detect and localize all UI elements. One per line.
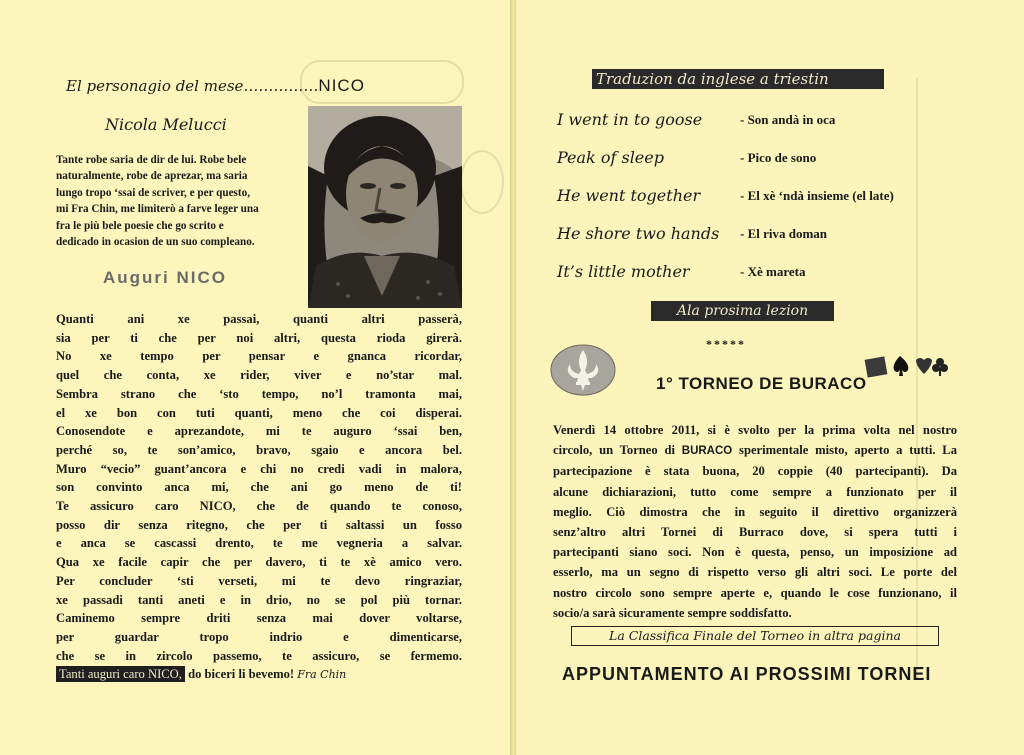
intro-paragraph [56, 152, 301, 250]
phrase-triestin: - Son andà in oca [740, 112, 836, 127]
phrase-triestin: - El xè ‘ndà insieme (el late) [740, 188, 894, 203]
phrase-english: He shore two hands [557, 224, 720, 243]
poem-line: Qua xe facile capir che per davero, ti te xè amico vero. [56, 555, 462, 570]
classifica-box: La Classifica Finale del Torneo in altra pagina [571, 626, 939, 646]
portrait-illustration [308, 106, 462, 308]
poem-line: per guardar tropo indrio e dimenticarse, [56, 629, 462, 644]
final-rest: do biceri li bevemo! [188, 667, 295, 682]
next-lesson-banner: Ala prosima lezion [651, 301, 834, 321]
article-line: socio/a sarà sicuramente sempre soddisfatto. [553, 605, 792, 620]
final-highlight: Tanti auguri caro NICO, [56, 666, 185, 682]
poem-line: sia per ti che per noi altri, questa rioda girerà. [56, 330, 462, 345]
personagio-header [66, 76, 365, 96]
appuntamento-title: APPUNTAMENTO AI PROSSIMI TORNEI [562, 664, 932, 684]
article-line: nostro circolo sono sempre aperte e, quando le cose funzionano, il [553, 585, 957, 600]
poem-line: quel che conta, xe rider, viver e no’star mal. [56, 368, 462, 383]
poem-line: Quanti ani xe passai, quanti altri passerà, [56, 312, 462, 326]
burraco-word: BURACO [681, 445, 733, 458]
poem-line: Muro “vecio” guant’ancora e chi no credi vadi in malora, [56, 461, 462, 476]
phrase-english: He went together [557, 186, 701, 205]
poem-line: son convinto anca mi, che ani go meno de ti! [56, 480, 462, 495]
poem-line: Caminemo sempre driti senza mai dover voltarse, [56, 611, 462, 626]
phrase-row [557, 262, 957, 286]
phrase-triestin: - Xè mareta [740, 264, 806, 279]
poem-line: Per concluder ‘sti verseti, mi te devo ringraziar, [56, 573, 462, 588]
phrase-english: It’s little mother [557, 262, 690, 281]
article-line: esserlo, ma un segno di rispetto verso gli altri soci. Le porte del [553, 565, 957, 580]
poem-line: perché so, te son’amico, bravo, sgaio e ancora bel. [56, 442, 462, 457]
phrase-row [557, 186, 957, 210]
phrase-triestin: - El riva doman [740, 226, 828, 241]
torneo-title: 1° TORNEO DE BURACO [656, 374, 867, 393]
phrase-triestin: - Pico de sono [740, 150, 817, 165]
article-fragment: circolo, un Torneo di [553, 443, 682, 458]
poem [56, 310, 462, 685]
phrase-row [557, 110, 957, 134]
article-line [553, 440, 957, 461]
poem-final-line [56, 665, 462, 685]
card-suits-icon [864, 352, 950, 380]
fleur-de-lis-icon [550, 344, 616, 396]
article-line: partecipanti siano soci. Non è questa, penso, un imposizione ad [553, 545, 957, 560]
article-line: senz’altro altri Tornei di Burraco dove, si spera tutti i [553, 525, 957, 540]
header-name: NICO [318, 76, 365, 95]
intro-line: lungo tropo ‘ssai de scriver, e per questo, [56, 186, 251, 199]
phrase-row [557, 148, 957, 172]
full-name: Nicola Melucci [105, 115, 227, 134]
poem-line: posso dir senza ritegno, che per ti saltassi un fosso [56, 517, 462, 532]
poem-title: Auguri NICO [103, 268, 227, 287]
intro-line: dedicado in ocasion de un suo compleano. [56, 236, 255, 249]
signature: Fra Chin [297, 668, 347, 682]
show-through-mark [460, 150, 504, 214]
intro-line: naturalmente, robe de aprezar, ma saria [56, 170, 248, 183]
phrase-english: I went in to goose [557, 110, 703, 129]
phrase-english: Peak of sleep [557, 148, 664, 167]
stars-divider: ***** [706, 337, 746, 351]
article-line: partecipazione è stata buona, 20 coppie (40 partecipanti). Da [553, 464, 957, 479]
poem-line: Sembra strano che ‘sto tempo, no’l tramonta mai, [56, 386, 462, 401]
intro-line: fra le più bele poesie che go scrito e [56, 219, 224, 232]
poem-line: che se in zircolo passemo, te assicuro, se fermemo. [56, 648, 462, 663]
poem-line: No xe tempo per pensar e gnanca ricordar, [56, 349, 462, 364]
poem-line: el xe bon con tuti quanti, meno che coi disperai. [56, 405, 462, 420]
article-fragment: sperimentale misto, aperto a tutti. La [732, 443, 957, 458]
intro-line: mi Fra Chin, me limiterò a farve leger una [56, 203, 259, 216]
translation-banner: Traduzion da inglese a triestin [592, 69, 884, 89]
torneo-article [553, 420, 957, 623]
phrase-row [557, 224, 957, 248]
portrait-photo [308, 106, 462, 308]
article-line: alcune dichiarazioni, tutto come sempre a funzionato per il [553, 484, 957, 499]
article-line: Venerdì 14 ottobre 2011, si è svolto per la prima volta nel nostro [553, 423, 957, 437]
poem-line: Conosendote e aprezandote, mi te auguro ‘ssai ben, [56, 424, 462, 439]
poem-line: e anca se cascassi drento, te me vegneria a salvar. [56, 536, 462, 551]
header-prefix: El personagio del mese…………… [66, 77, 319, 95]
intro-line: Tante robe saria de dir de lui. Robe bele [56, 154, 247, 166]
article-line: meglio. Ciò dimostra che in seguito il direttivo organizzerà [553, 504, 957, 519]
poem-line: xe passadi tanti aneti e in drio, no se pol più tornar. [56, 592, 462, 607]
poem-line: Te assicuro caro NICO, che de quando te conoso, [56, 499, 462, 514]
